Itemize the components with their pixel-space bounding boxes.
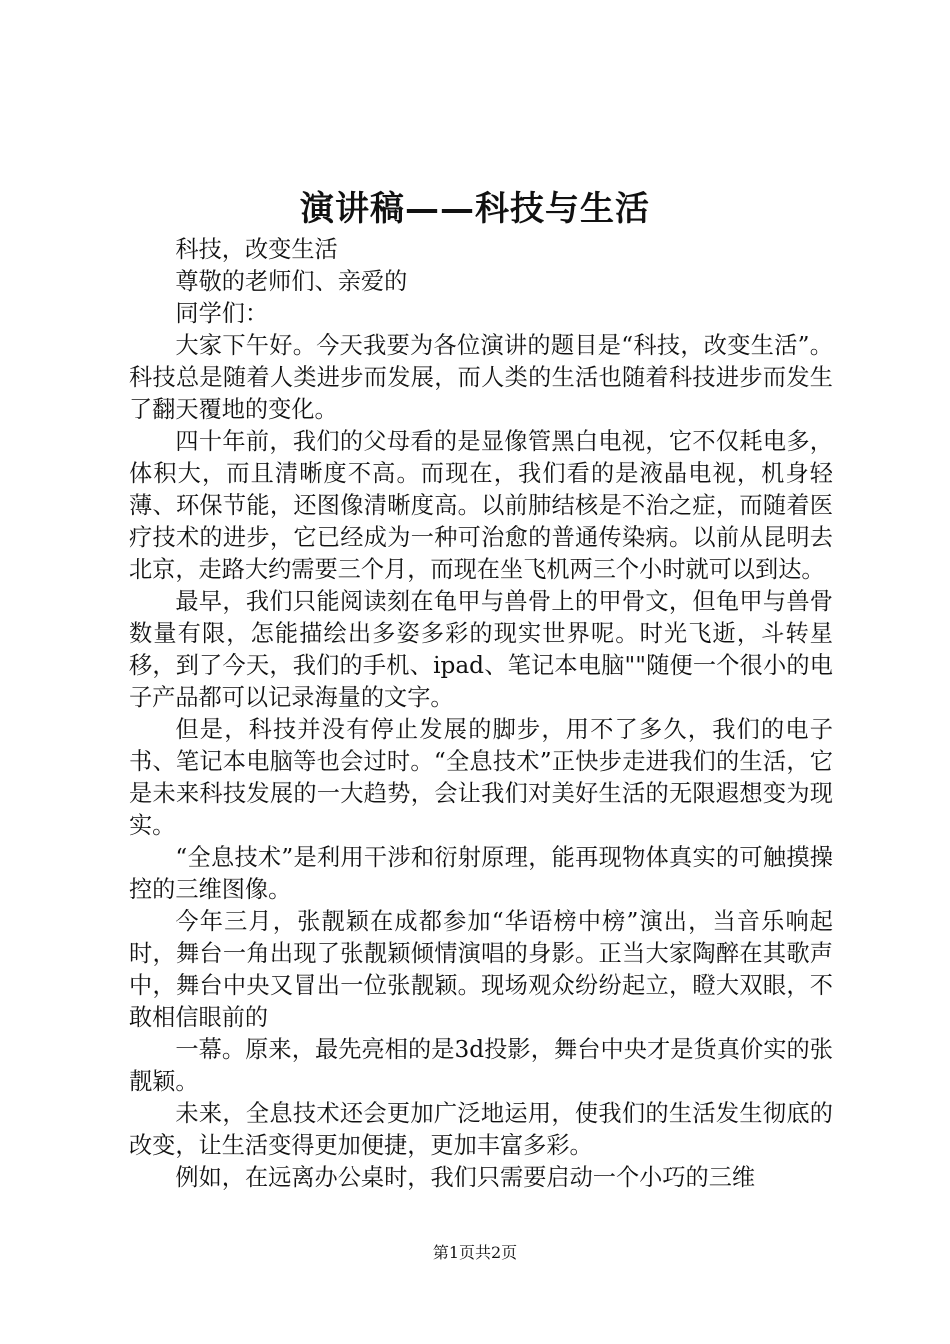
paragraph: 同学们： bbox=[175, 300, 269, 327]
paragraph: 科技，改变生活 bbox=[175, 236, 338, 263]
paragraph: 但是，科技并没有停止发展的脚步，用不了多久，我们的电子书、笔记本电脑等也会过时。“全息技术”正快步走进我们的生活，它是未来科技发展的一大趋势，会让我们对美好生活的无限遐想变为现实。 bbox=[129, 716, 833, 839]
paragraph: 例如，在远离办公桌时，我们只需要启动一个小巧的三维 bbox=[175, 1164, 756, 1191]
paragraph: 今年三月，张靓颖在成都参加“华语榜中榜”演出，当音乐响起时，舞台一角出现了张靓颖倾情演唱的身影。正当大家陶醉在其歌声中，舞台中央又冒出一位张靓颖。现场观众纷纷起立，瞪大双眼，不敢相信眼前的 bbox=[129, 908, 833, 1031]
paragraph: 一幕。原来，最先亮相的是3d投影，舞台中央才是货真价实的张靓颖。 bbox=[129, 1036, 833, 1095]
paragraph: 未来，全息技术还会更加广泛地运用，使我们的生活发生彻底的改变，让生活变得更加便捷，更加丰富多彩。 bbox=[129, 1100, 833, 1159]
document-title: 演讲稿——科技与生活 bbox=[300, 189, 650, 229]
page-number: 第1页 bbox=[432, 1243, 475, 1262]
paragraph: “全息技术”是利用干涉和衍射原理，能再现物体真实的可触摸操控的三维图像。 bbox=[129, 844, 833, 903]
paragraph: 最早，我们只能阅读刻在龟甲与兽骨上的甲骨文，但龟甲与兽骨数量有限，怎能描绘出多姿多彩的现实世界呢。时光飞逝，斗转星移，到了今天，我们的手机、ipad、笔记本电脑""随便一个很小的电子产品都可以记录海量的文字。 bbox=[129, 588, 833, 711]
document-body bbox=[129, 234, 833, 1194]
page-footer bbox=[0, 1242, 950, 1264]
page-count: 共2页 bbox=[475, 1243, 518, 1262]
paragraph: 尊敬的老师们、亲爱的 bbox=[175, 268, 408, 295]
paragraph: 大家下午好。今天我要为各位演讲的题目是“科技，改变生活”。科技总是随着人类进步而发展，而人类的生活也随着科技进步而发生了翻天覆地的变化。 bbox=[129, 332, 833, 423]
paragraph: 四十年前，我们的父母看的是显像管黑白电视，它不仅耗电多，体积大，而且清晰度不高。而现在，我们看的是液晶电视，机身轻薄、环保节能，还图像清晰度高。以前肺结核是不治之症，而随着医疗技术的进步，它已经成为一种可治愈的普通传染病。以前从昆明去北京，走路大约需要三个月，而现在坐飞机两三个小时就可以到达。 bbox=[129, 428, 833, 583]
